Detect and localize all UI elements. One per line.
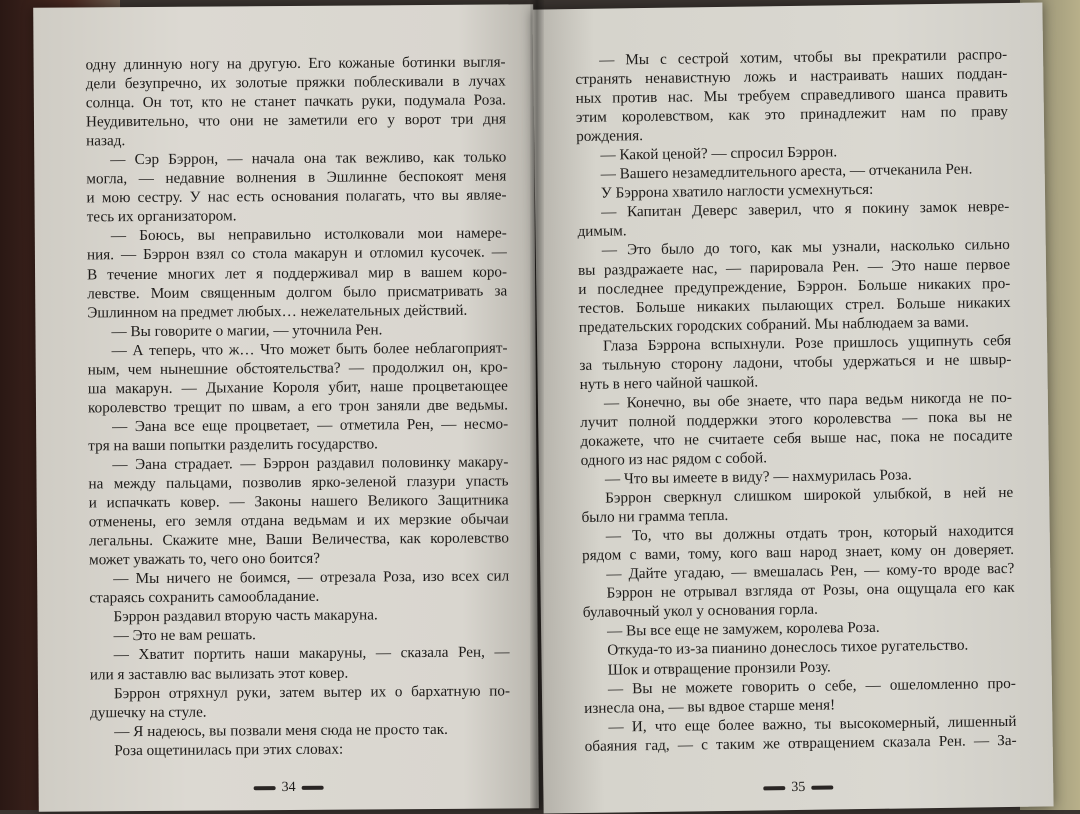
page-number-label: 34 — [281, 779, 296, 796]
text-line: на между пальцами, позволив ярко-зеленой глазури упасть — [88, 472, 509, 493]
right-page-text — [575, 45, 1017, 756]
right-page — [532, 2, 1053, 813]
text-line: предательских городских собраний. Мы наблюдаем за вами. — [578, 313, 970, 336]
text-line: — Вы все еще не замужем, королева Роза. — [606, 619, 880, 641]
text-line: — А теперь, что ж… Что может быть более неблагоприят- — [111, 339, 508, 359]
book-gutter — [530, 0, 544, 810]
text-line: странять ненавистную ложь и настраивать наших поддан- — [575, 65, 1008, 89]
text-line: — Сэр Бэррон, — начала она так вежливо, как только — [110, 148, 507, 169]
text-line: вы раздражаете нас, — парировала Рен. — Это наше первое — [577, 255, 1011, 279]
text-line: этим королевством, как это принадлежит нам по праву — [575, 103, 1009, 127]
text-line: булавочный укол у основания горла. — [582, 601, 818, 622]
text-line: — Конечно, вы обе знаете, что пара ведьм никогда не по- — [603, 388, 1012, 412]
text-line: — Мы ничего не боимся, — отрезала Роза, изо всех сил — [113, 567, 510, 588]
text-line: и мою сестру. У нас есть основания полагать, что вы являе- — [86, 186, 507, 207]
text-line: нуть в него чайной чашкой. — [579, 373, 759, 393]
text-line: могла, — недавние волнения в Эшлинне беспокоят меня — [86, 167, 507, 188]
text-line: или я заставлю вас вылизать этот ковер. — [89, 664, 349, 683]
text-line: — Это было до того, как мы узнали, насколько сильно — [601, 236, 1010, 260]
text-line: докажете, что не считаете себя выше нас, пока не посадите — [580, 426, 1013, 450]
text-line: — Это не вам решать. — [113, 626, 257, 645]
text-line: может уважать то, чего оно боится? — [88, 549, 321, 569]
text-line: Роза ощетинилась при этих словах: — [114, 740, 344, 759]
right-page-number — [543, 776, 1053, 799]
text-line: рождения. — [576, 127, 644, 146]
text-line: обаяния гад, — с таким же отвращением сказала Рен. — За- — [584, 731, 1017, 755]
text-line: и последнее предупреждение, Бэррон. Больше никаких про- — [578, 274, 1011, 298]
text-line: — Боюсь, вы неправильно истолковали мои намере- — [110, 224, 507, 245]
text-line: изнесла она, — вы вдвое старше меня! — [584, 696, 836, 717]
text-line: душечку на стуле. — [90, 703, 207, 721]
text-line: стараясь сохранить самообладание. — [89, 588, 320, 607]
text-line: — Вы не можете говорить о себе, — ошеломленно про- — [607, 674, 1016, 698]
ornament-icon — [811, 785, 833, 789]
text-line: Эшлинном на предмет любых… нежелательных действий. — [87, 301, 468, 321]
text-line: Шок и отвращение пронзили Розу. — [607, 657, 831, 679]
left-page-number — [39, 778, 539, 797]
text-line: дели безупречно, их золотые пряжки поблескивали в лучах — [85, 72, 506, 93]
text-line: ных против нас. Мы требуем справедливого шанса править — [575, 84, 1008, 108]
text-line: легальны. Скажите мне, Ваши Величества, как королевство — [88, 529, 509, 550]
text-line: — Вы говорите о магии, — уточнила Рен. — [111, 320, 383, 340]
text-line: Глаза Бэррона вспыхнули. Розе пришлось ущипнуть себя — [602, 331, 1012, 355]
ornament-icon — [302, 786, 324, 790]
text-line: тестов. Больше никаких пылающих стрел. Больше никаких — [578, 293, 1011, 317]
text-line: левстве. Моим священным долгом было присматривать за — [87, 282, 508, 302]
text-line: Бэррон отряхнул руки, затем вытер их о бархатную по- — [113, 681, 511, 702]
page-number-label: 35 — [791, 779, 806, 796]
text-line: — Капитан Деверс заверил, что я покину замок невре- — [601, 198, 1010, 222]
text-line: — Я надеюсь, вы позвали меня сюда не просто так. — [114, 720, 448, 740]
text-line: — Мы с сестрой хотим, чтобы вы прекратили распро- — [599, 45, 1008, 69]
ornament-icon — [763, 786, 785, 790]
text-line: рядом с вами, тому, кого ваш народ знает, кому он доверяет. — [581, 541, 1015, 565]
text-line: В течение многих лет я поддерживал мир в вашем коро- — [87, 262, 508, 283]
text-line: солнца. Он тот, кто не станет пачкать руки, подумала Роза. — [85, 91, 506, 112]
text-line: димым. — [577, 222, 627, 241]
text-line: было ни грамма тепла. — [581, 507, 729, 527]
text-line: лучит полной поддержки этого королевства — пока вы не — [580, 407, 1013, 431]
text-line: — Эана все еще процветает, — отметила Рен, — несмо- — [112, 415, 509, 436]
left-page-text — [86, 52, 511, 760]
text-line: ша макарун. — Дыхание Короля убит, наше процветающее — [87, 377, 508, 398]
text-line: тесь их организатором. — [86, 207, 237, 226]
text-line: — И, что еще более важно, ты высокомерный, лишенный — [608, 712, 1017, 736]
text-line: — Хватит портить наши макаруны, — сказала Рен, — — [113, 643, 510, 664]
text-line: за тыльную сторону ладони, чтобы удержаться и не швыр- — [579, 350, 1012, 374]
text-line: — Эана страдает. — Бэррон раздавил половинку макару- — [112, 453, 509, 474]
text-line: — То, что вы должны отдать трон, который находится — [605, 522, 1014, 545]
text-line: Бэррон сверкнул слишком широкой улыбкой, в ней не — [605, 484, 1014, 507]
text-line: отменены, его земля отдана ведьмам и их мерзкие обычаи — [88, 510, 509, 531]
text-line: одну длинную ногу на другую. Его кожаные ботинки выгля- — [85, 53, 506, 74]
text-line: — Какой ценой? — спросил Бэррон. — [600, 143, 838, 164]
text-line: Бэррон раздавил вторую часть макаруна. — [113, 606, 378, 626]
text-line: ния. — Бэррон взял со стола макарун и отломил кусочек. — — [86, 243, 507, 264]
text-line: Откуда-то из-за пианино донеслось тихое ругательство. — [607, 637, 969, 660]
ornament-icon — [254, 786, 276, 790]
text-line: Неудивительно, что они не заметили его у ворот три дня — [85, 110, 507, 131]
text-line: назад. — [86, 132, 126, 150]
text-line: — Что вы имеете в виду? — нахмурилась Роза. — [604, 466, 912, 488]
text-line: ным, чем нынешние обстоятельства? — продолжил он, кро- — [87, 358, 508, 379]
text-line: и испачкать ковер. — Законы нашего Великого Защитника — [88, 491, 509, 512]
text-line: Бэррон не отрывал взгляда от Розы, она ощущала его как — [606, 579, 1015, 602]
text-line: — Дайте угадаю, — вмешалась Рен, — кому-то вроде вас? — [606, 560, 1015, 583]
text-line: тря на ваши попытки разделить государство. — [88, 435, 378, 455]
text-line: королевство трещит по швам, а его трон заняли две ведьмы. — [87, 396, 509, 417]
text-line: У Бэррона хватило наглости усмехнуться: — [600, 181, 874, 202]
text-line: — Вашего незамедлительного ареста, — отчеканила Рен. — [600, 160, 973, 183]
left-page — [33, 4, 539, 811]
text-line: одного из нас рядом с собой. — [580, 449, 768, 469]
